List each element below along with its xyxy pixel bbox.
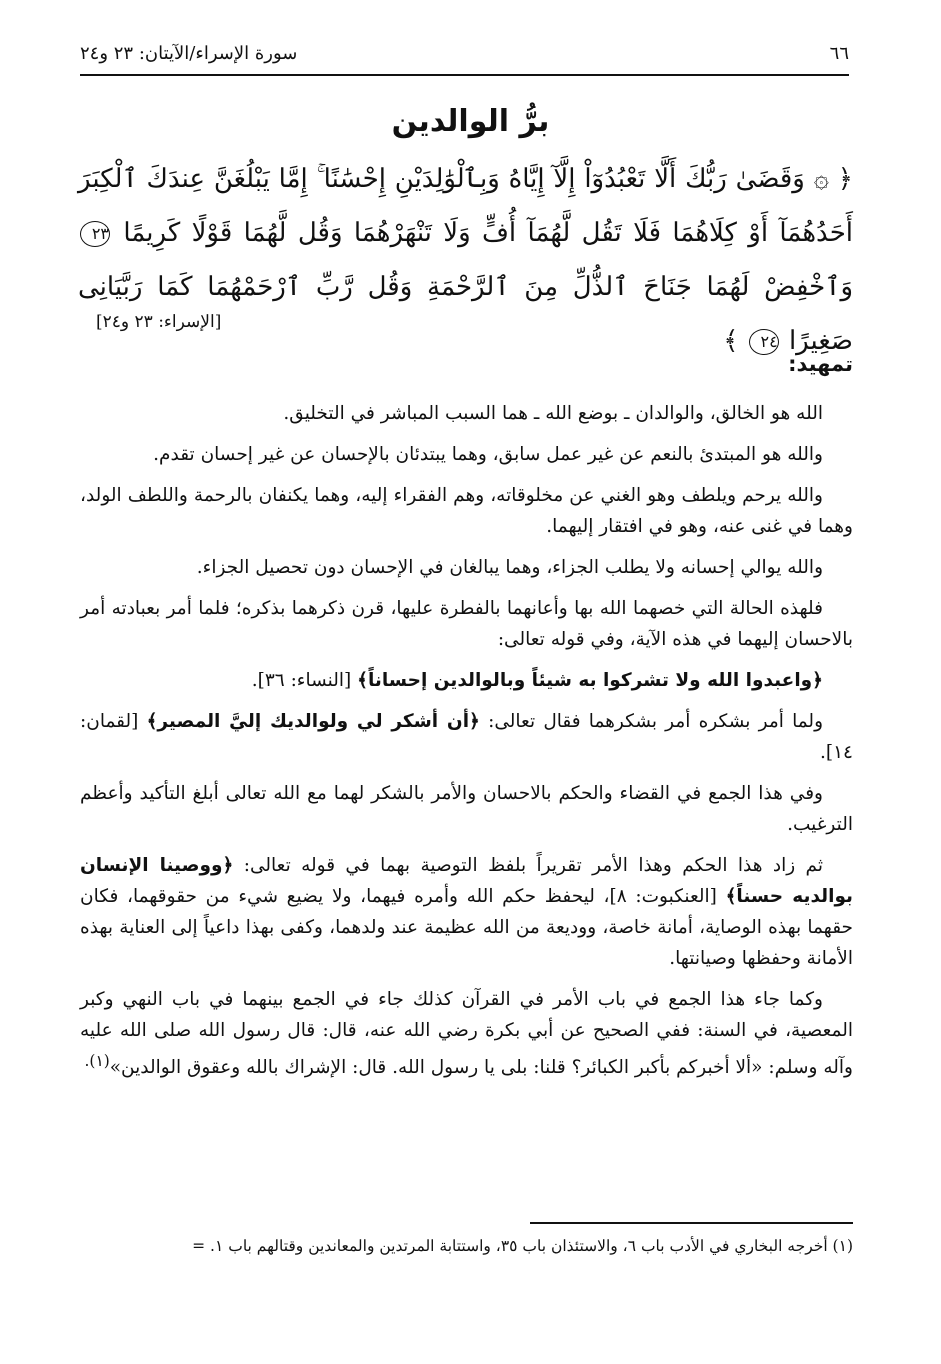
footnote: (١) أخرجه البخاري في الأدب باب ٦، والاستئذان باب ٣٥، واستتابة المرتدين والمعاندين وقتالهم باب ١. = xyxy=(192,1237,853,1255)
verse-close-bracket: ﴾ xyxy=(723,326,739,356)
paragraph: والله يوالي إحسانه ولا يطلب الجزاء، وهما يبالغان في الإحسان دون تحصيل الجزاء. xyxy=(196,557,823,578)
paragraph: والله يرحم ويلطف وهو الغني عن مخلوقاته، وهم الفقراء إليه، وهما يكنفان بالرحمة واللطف الولد، وهما في غنى عنه، وهو في افتقار إليهما. xyxy=(80,485,853,537)
section-heading: تمهيد: xyxy=(788,352,853,376)
footnote-rule xyxy=(530,1222,853,1224)
ayah-number-marker: ٢٣ xyxy=(80,221,110,247)
ayah-number-marker: ٢٤ xyxy=(749,329,779,355)
paragraph: الله هو الخالق، والوالدان ـ بوضع الله ـ هما السبب المباشر في التخليق. xyxy=(283,403,823,424)
footnote-ref: (١). xyxy=(84,1052,110,1070)
quran-quote: ﴿واعبدوا الله ولا تشركوا به شيئاً وبالوالدين إحساناً﴾ xyxy=(357,670,823,691)
running-title: سورة الإسراء/الآيتان: ٢٣ و٢٤ xyxy=(80,42,298,64)
quran-quote: ﴿ووصينا الإنسان بوالديه حسناً﴾ xyxy=(80,855,853,907)
chapter-title: برُّ الوالدين xyxy=(391,104,550,139)
paragraph: ولما أمر بشكره أمر بشكرهما فقال تعالى: ﴿أن أشكر لي ولوالديك إليَّ المصير﴾ [لقمان: ١٤]. xyxy=(80,711,853,763)
quran-quote: ﴿أن أشكر لي ولوالديك إليَّ المصير﴾ xyxy=(146,711,480,732)
header-rule xyxy=(80,74,849,76)
paragraph: فلهذه الحالة التي خصهما الله بها وأعانهما بالفطرة عليها، قرن ذكرهما بذكره؛ فلما أمر بعبادته أمر بالاحسان إليهما في هذه الآية، وفي قوله تعالى: xyxy=(80,598,853,650)
quran-verse xyxy=(78,152,853,368)
paragraph: والله هو المبتدئ بالنعم عن غير عمل سابق، وهما يبتدئان بالإحسان عن غير إحسان تقدم. xyxy=(153,444,823,465)
paragraph: وفي هذا الجمع في القضاء والحكم بالاحسان والأمر بالشكر لهما مع الله تعالى أبلغ التأكيد وأعظم الترغيب. xyxy=(80,783,853,835)
paragraph: ﴿واعبدوا الله ولا تشركوا به شيئاً وبالوالدين إحساناً﴾ [النساء: ٣٦]. xyxy=(251,670,823,691)
body-text xyxy=(80,398,853,1093)
verse-text-part1: ﴿ ۞ وَقَضَىٰ رَبُّكَ أَلَّا تَعْبُدُوٓاْ إِلَّآ إِيَّاهُ وَبِٱلْوَٰلِدَيْنِ إِحْسَٰنًا ۚ إِمَّا يَبْلُغَنَّ عِندَكَ ٱلْكِبَرَ أَحَدُهُمَآ أَوْ كِلَاهُمَا فَلَا تَقُل لَّهُمَآ أُفٍّ وَلَا تَنْهَرْهُمَا وَقُل لَّهُمَا قَوْلًا كَرِيمًا xyxy=(78,164,853,248)
page-number: ٦٦ xyxy=(829,42,849,64)
page-header xyxy=(80,36,849,70)
verse-text-part2: وَٱخْفِضْ لَهُمَا جَنَاحَ ٱلذُّلِّ مِنَ ٱلرَّحْمَةِ وَقُل رَّبِّ ٱرْحَمْهُمَا كَمَا رَبَّيَانِى صَغِيرًا xyxy=(78,272,853,356)
verse-reference: [الإسراء: ٢٣ و٢٤] xyxy=(96,312,222,332)
paragraph: وكما جاء هذا الجمع في باب الأمر في القرآن كذلك جاء في الجمع بينهما في باب النهي وكبر المعصية، في السنة: ففي الصحيح عن أبي بكرة رضي الله عنه، قال: قال رسول الله صلى الله عليه وآله وسلم: «ألا أخبركم بأكبر الكبائر؟ قلنا: بلى يا رسول الله. قال: الإشراك بالله وعقوق الوالدين»$^{(١).}$ xyxy=(80,989,853,1079)
paragraph: ثم زاد هذا الحكم وهذا الأمر تقريراً بلفظ التوصية بهما في قوله تعالى: ﴿ووصينا الإنسان بوالديه حسناً﴾ [العنكبوت: ٨]، ليحفظ حكم الله وأمره فيهما، ولا يضيع شيء من حقوقهما، فكان حقهما بهذه الوصاية، أمانة خاصة، ووديعة من الله عظيمة عند ولدهما، وكفى بهذا داعياً إلى العناية بهذه الأمانة وحفظها وصيانتها. xyxy=(80,855,853,969)
